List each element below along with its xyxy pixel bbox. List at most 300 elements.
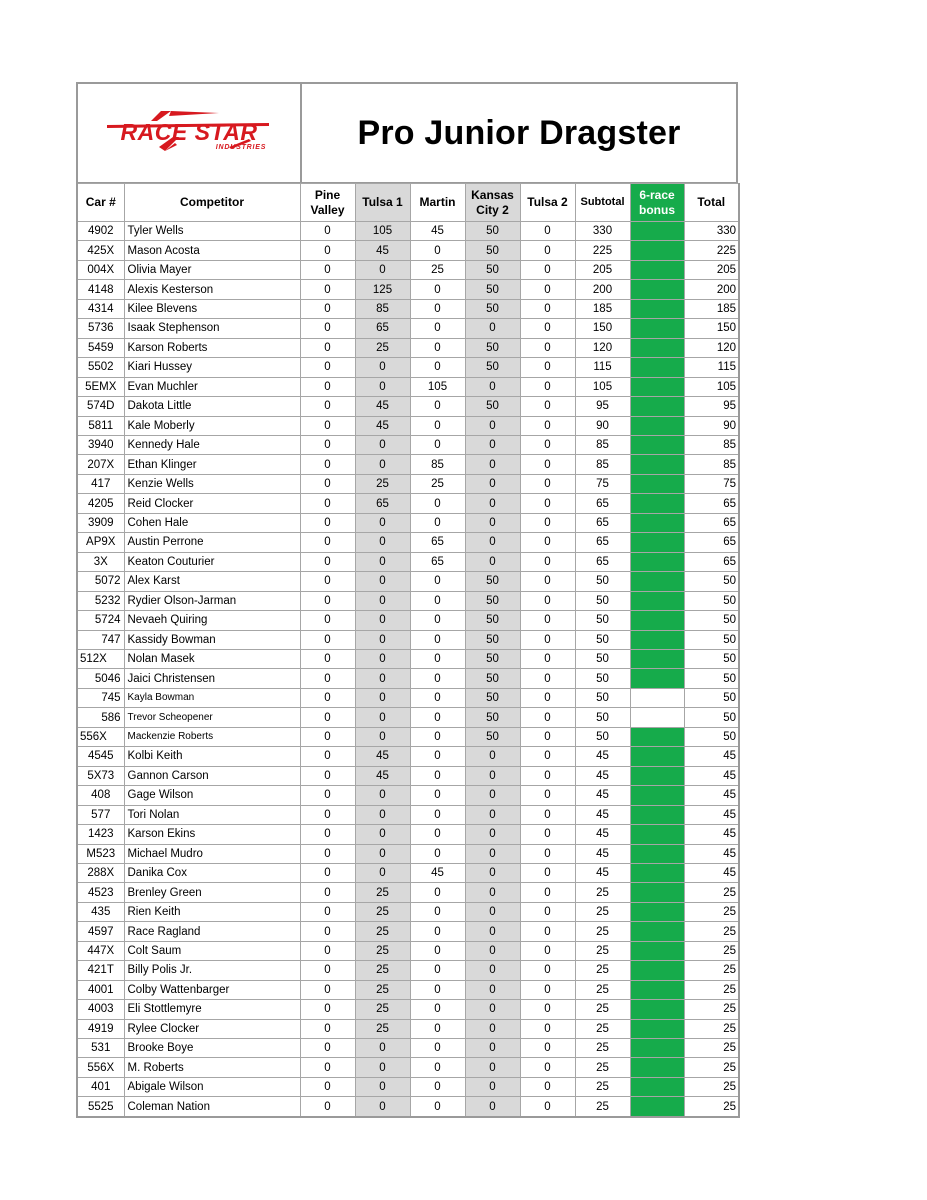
tulsa2-cell: 0 xyxy=(520,611,575,630)
car-number-cell: 4205 xyxy=(77,494,124,513)
tulsa2-cell: 0 xyxy=(520,747,575,766)
competitor-cell: Kilee Blevens xyxy=(124,299,300,318)
pine-valley-cell: 0 xyxy=(300,338,355,357)
subtotal-cell: 25 xyxy=(575,1019,630,1038)
pine-valley-cell: 0 xyxy=(300,611,355,630)
tulsa2-cell: 0 xyxy=(520,1039,575,1058)
pine-valley-cell: 0 xyxy=(300,844,355,863)
table-row xyxy=(77,552,739,571)
tulsa1-cell: 0 xyxy=(355,260,410,279)
bonus-cell xyxy=(630,241,684,260)
martin-cell: 0 xyxy=(410,1019,465,1038)
tulsa2-cell: 0 xyxy=(520,727,575,746)
kansas-city2-cell: 0 xyxy=(465,766,520,785)
bonus-cell xyxy=(630,513,684,532)
pine-valley-cell: 0 xyxy=(300,572,355,591)
martin-cell: 0 xyxy=(410,513,465,532)
bonus-cell xyxy=(630,377,684,396)
car-number-cell: 3909 xyxy=(77,513,124,532)
martin-cell: 0 xyxy=(410,494,465,513)
table-row xyxy=(77,1039,739,1058)
total-cell: 25 xyxy=(684,1039,739,1058)
competitor-cell: Karson Roberts xyxy=(124,338,300,357)
bonus-cell xyxy=(630,319,684,338)
subtotal-cell: 50 xyxy=(575,611,630,630)
tulsa1-cell: 0 xyxy=(355,358,410,377)
competitor-cell: Mason Acosta xyxy=(124,241,300,260)
car-number-cell: 5736 xyxy=(77,319,124,338)
car-number-cell: 5459 xyxy=(77,338,124,357)
tulsa2-cell: 0 xyxy=(520,299,575,318)
total-cell: 50 xyxy=(684,649,739,668)
competitor-cell: Danika Cox xyxy=(124,863,300,882)
kansas-city2-cell: 0 xyxy=(465,1019,520,1038)
tulsa1-cell: 25 xyxy=(355,941,410,960)
martin-cell: 0 xyxy=(410,688,465,707)
competitor-cell: Kolbi Keith xyxy=(124,747,300,766)
total-cell: 50 xyxy=(684,727,739,746)
tulsa2-cell: 0 xyxy=(520,980,575,999)
subtotal-cell: 65 xyxy=(575,533,630,552)
total-cell: 45 xyxy=(684,805,739,824)
competitor-cell: Keaton Couturier xyxy=(124,552,300,571)
tulsa1-cell: 25 xyxy=(355,338,410,357)
subtotal-cell: 330 xyxy=(575,222,630,241)
kansas-city2-cell: 0 xyxy=(465,805,520,824)
kansas-city2-cell: 50 xyxy=(465,630,520,649)
table-row xyxy=(77,591,739,610)
tulsa1-cell: 25 xyxy=(355,1000,410,1019)
bonus-cell xyxy=(630,474,684,493)
tulsa2-cell: 0 xyxy=(520,630,575,649)
pine-valley-cell: 0 xyxy=(300,1019,355,1038)
car-number-cell: 577 xyxy=(77,805,124,824)
total-cell: 25 xyxy=(684,922,739,941)
total-cell: 95 xyxy=(684,397,739,416)
car-number-cell: 5EMX xyxy=(77,377,124,396)
tulsa1-cell: 125 xyxy=(355,280,410,299)
logo-text-sub: INDUSTRIES xyxy=(215,144,267,151)
car-number-cell: 5072 xyxy=(77,572,124,591)
competitor-cell: Kenzie Wells xyxy=(124,474,300,493)
total-cell: 25 xyxy=(684,961,739,980)
table-row xyxy=(77,747,739,766)
kansas-city2-cell: 50 xyxy=(465,591,520,610)
competitor-cell: Kassidy Bowman xyxy=(124,630,300,649)
kansas-city2-cell: 0 xyxy=(465,513,520,532)
kansas-city2-cell: 0 xyxy=(465,902,520,921)
pine-valley-cell: 0 xyxy=(300,630,355,649)
martin-cell: 0 xyxy=(410,338,465,357)
martin-cell: 0 xyxy=(410,902,465,921)
competitor-cell: Olivia Mayer xyxy=(124,260,300,279)
subtotal-cell: 25 xyxy=(575,922,630,941)
table-row xyxy=(77,630,739,649)
tulsa1-cell: 45 xyxy=(355,416,410,435)
car-number-cell: 556X xyxy=(77,1058,124,1077)
pine-valley-cell: 0 xyxy=(300,513,355,532)
table-row xyxy=(77,863,739,882)
tulsa1-cell: 25 xyxy=(355,961,410,980)
tulsa1-cell: 0 xyxy=(355,708,410,727)
table-row xyxy=(77,494,739,513)
tulsa2-cell: 0 xyxy=(520,416,575,435)
martin-cell: 0 xyxy=(410,280,465,299)
car-number-cell: 288X xyxy=(77,863,124,882)
kansas-city2-cell: 0 xyxy=(465,474,520,493)
table-row xyxy=(77,786,739,805)
car-number-cell: 5502 xyxy=(77,358,124,377)
table-row xyxy=(77,377,739,396)
tulsa1-cell: 0 xyxy=(355,630,410,649)
bonus-cell xyxy=(630,961,684,980)
martin-cell: 0 xyxy=(410,766,465,785)
tulsa2-cell: 0 xyxy=(520,786,575,805)
bonus-cell xyxy=(630,708,684,727)
bonus-cell xyxy=(630,688,684,707)
total-cell: 115 xyxy=(684,358,739,377)
car-number-cell: 401 xyxy=(77,1077,124,1096)
pine-valley-cell: 0 xyxy=(300,416,355,435)
kansas-city2-cell: 0 xyxy=(465,494,520,513)
subtotal-cell: 85 xyxy=(575,455,630,474)
martin-cell: 0 xyxy=(410,1000,465,1019)
pine-valley-cell: 0 xyxy=(300,358,355,377)
competitor-cell: Billy Polis Jr. xyxy=(124,961,300,980)
bonus-cell xyxy=(630,922,684,941)
bonus-cell xyxy=(630,494,684,513)
competitor-cell: Brenley Green xyxy=(124,883,300,902)
pine-valley-cell: 0 xyxy=(300,552,355,571)
subtotal-cell: 120 xyxy=(575,338,630,357)
title-cell xyxy=(302,84,736,182)
table-row xyxy=(77,397,739,416)
kansas-city2-cell: 50 xyxy=(465,280,520,299)
tulsa1-cell: 0 xyxy=(355,844,410,863)
header-kansas-city2-line1: Kansas xyxy=(471,187,514,202)
competitor-cell: Reid Clocker xyxy=(124,494,300,513)
tulsa2-cell: 0 xyxy=(520,474,575,493)
tulsa2-cell: 0 xyxy=(520,260,575,279)
table-row xyxy=(77,222,739,241)
tulsa1-cell: 0 xyxy=(355,377,410,396)
table-row xyxy=(77,902,739,921)
subtotal-cell: 105 xyxy=(575,377,630,396)
table-row xyxy=(77,727,739,746)
header-pine-valley-line1: Pine xyxy=(314,187,341,202)
kansas-city2-cell: 0 xyxy=(465,961,520,980)
kansas-city2-cell: 0 xyxy=(465,1058,520,1077)
kansas-city2-cell: 0 xyxy=(465,980,520,999)
subtotal-cell: 65 xyxy=(575,513,630,532)
tulsa2-cell: 0 xyxy=(520,280,575,299)
kansas-city2-cell: 50 xyxy=(465,338,520,357)
total-cell: 105 xyxy=(684,377,739,396)
martin-cell: 0 xyxy=(410,747,465,766)
total-cell: 65 xyxy=(684,513,739,532)
car-number-cell: 5724 xyxy=(77,611,124,630)
pine-valley-cell: 0 xyxy=(300,591,355,610)
car-number-cell: 435 xyxy=(77,902,124,921)
subtotal-cell: 150 xyxy=(575,319,630,338)
total-cell: 25 xyxy=(684,1000,739,1019)
total-cell: 185 xyxy=(684,299,739,318)
martin-cell: 0 xyxy=(410,941,465,960)
competitor-cell: Alex Karst xyxy=(124,572,300,591)
tulsa2-cell: 0 xyxy=(520,435,575,454)
pine-valley-cell: 0 xyxy=(300,708,355,727)
bonus-cell xyxy=(630,825,684,844)
pine-valley-cell: 0 xyxy=(300,435,355,454)
competitor-cell: Tori Nolan xyxy=(124,805,300,824)
bonus-cell xyxy=(630,533,684,552)
car-number-cell: 512X xyxy=(77,649,124,668)
competitor-cell: Race Ragland xyxy=(124,922,300,941)
car-number-cell: 421T xyxy=(77,961,124,980)
tulsa2-cell: 0 xyxy=(520,1077,575,1096)
subtotal-cell: 50 xyxy=(575,727,630,746)
bonus-cell xyxy=(630,980,684,999)
total-cell: 45 xyxy=(684,786,739,805)
martin-cell: 25 xyxy=(410,260,465,279)
tulsa2-cell: 0 xyxy=(520,669,575,688)
martin-cell: 0 xyxy=(410,1097,465,1117)
subtotal-cell: 205 xyxy=(575,260,630,279)
martin-cell: 0 xyxy=(410,1039,465,1058)
subtotal-cell: 25 xyxy=(575,1039,630,1058)
total-cell: 50 xyxy=(684,630,739,649)
tulsa2-cell: 0 xyxy=(520,708,575,727)
bonus-cell xyxy=(630,552,684,571)
pine-valley-cell: 0 xyxy=(300,260,355,279)
bonus-cell xyxy=(630,747,684,766)
tulsa2-cell: 0 xyxy=(520,1019,575,1038)
race-star-logo xyxy=(99,107,279,159)
car-number-cell: 447X xyxy=(77,941,124,960)
kansas-city2-cell: 50 xyxy=(465,708,520,727)
table-row xyxy=(77,844,739,863)
subtotal-cell: 45 xyxy=(575,844,630,863)
martin-cell: 0 xyxy=(410,358,465,377)
car-number-cell: 4919 xyxy=(77,1019,124,1038)
competitor-cell: Ethan Klinger xyxy=(124,455,300,474)
martin-cell: 45 xyxy=(410,222,465,241)
tulsa2-cell: 0 xyxy=(520,766,575,785)
pine-valley-cell: 0 xyxy=(300,1000,355,1019)
car-number-cell: 5525 xyxy=(77,1097,124,1117)
tulsa1-cell: 105 xyxy=(355,222,410,241)
table-row xyxy=(77,688,739,707)
table-row xyxy=(77,961,739,980)
bonus-cell xyxy=(630,611,684,630)
martin-cell: 65 xyxy=(410,533,465,552)
total-cell: 45 xyxy=(684,766,739,785)
subtotal-cell: 50 xyxy=(575,708,630,727)
kansas-city2-cell: 0 xyxy=(465,416,520,435)
table-row xyxy=(77,611,739,630)
subtotal-cell: 50 xyxy=(575,649,630,668)
table-row xyxy=(77,708,739,727)
kansas-city2-cell: 0 xyxy=(465,1097,520,1117)
table-row xyxy=(77,1058,739,1077)
car-number-cell: 5232 xyxy=(77,591,124,610)
pine-valley-cell: 0 xyxy=(300,941,355,960)
total-cell: 45 xyxy=(684,863,739,882)
martin-cell: 0 xyxy=(410,980,465,999)
pine-valley-cell: 0 xyxy=(300,1039,355,1058)
tulsa2-cell: 0 xyxy=(520,552,575,571)
car-number-cell: 5811 xyxy=(77,416,124,435)
tulsa1-cell: 0 xyxy=(355,1039,410,1058)
martin-cell: 0 xyxy=(410,649,465,668)
kansas-city2-cell: 0 xyxy=(465,863,520,882)
competitor-cell: Kiari Hussey xyxy=(124,358,300,377)
tulsa1-cell: 45 xyxy=(355,747,410,766)
tulsa2-cell: 0 xyxy=(520,455,575,474)
pine-valley-cell: 0 xyxy=(300,766,355,785)
car-number-cell: 425X xyxy=(77,241,124,260)
tulsa2-cell: 0 xyxy=(520,377,575,396)
pine-valley-cell: 0 xyxy=(300,649,355,668)
car-number-cell: 4545 xyxy=(77,747,124,766)
car-number-cell: 4003 xyxy=(77,1000,124,1019)
tulsa2-cell: 0 xyxy=(520,533,575,552)
total-cell: 50 xyxy=(684,708,739,727)
tulsa2-cell: 0 xyxy=(520,1058,575,1077)
logo-cell xyxy=(78,84,302,182)
subtotal-cell: 50 xyxy=(575,630,630,649)
table-row xyxy=(77,1019,739,1038)
bonus-cell xyxy=(630,1077,684,1096)
tulsa1-cell: 25 xyxy=(355,922,410,941)
pine-valley-cell: 0 xyxy=(300,727,355,746)
car-number-cell: 4001 xyxy=(77,980,124,999)
car-number-cell: 004X xyxy=(77,260,124,279)
total-cell: 25 xyxy=(684,1097,739,1117)
car-number-cell: 586 xyxy=(77,708,124,727)
competitor-cell: Abigale Wilson xyxy=(124,1077,300,1096)
kansas-city2-cell: 0 xyxy=(465,552,520,571)
header-bonus xyxy=(630,184,684,222)
subtotal-cell: 25 xyxy=(575,902,630,921)
header-tulsa1: Tulsa 1 xyxy=(355,184,410,222)
pine-valley-cell: 0 xyxy=(300,377,355,396)
tulsa1-cell: 0 xyxy=(355,669,410,688)
martin-cell: 0 xyxy=(410,591,465,610)
tulsa1-cell: 0 xyxy=(355,805,410,824)
pine-valley-cell: 0 xyxy=(300,825,355,844)
bonus-cell xyxy=(630,591,684,610)
table-row xyxy=(77,260,739,279)
kansas-city2-cell: 0 xyxy=(465,377,520,396)
martin-cell: 0 xyxy=(410,435,465,454)
header-kansas-city2 xyxy=(465,184,520,222)
car-number-cell: 3940 xyxy=(77,435,124,454)
total-cell: 25 xyxy=(684,1058,739,1077)
total-cell: 25 xyxy=(684,941,739,960)
subtotal-cell: 90 xyxy=(575,416,630,435)
total-cell: 205 xyxy=(684,260,739,279)
tulsa1-cell: 0 xyxy=(355,649,410,668)
martin-cell: 65 xyxy=(410,552,465,571)
table-row xyxy=(77,766,739,785)
bonus-cell xyxy=(630,1019,684,1038)
table-row xyxy=(77,241,739,260)
competitor-cell: Alexis Kesterson xyxy=(124,280,300,299)
pine-valley-cell: 0 xyxy=(300,1058,355,1077)
bonus-cell xyxy=(630,435,684,454)
page-title: Pro Junior Dragster xyxy=(357,113,681,152)
kansas-city2-cell: 0 xyxy=(465,533,520,552)
martin-cell: 0 xyxy=(410,708,465,727)
pine-valley-cell: 0 xyxy=(300,494,355,513)
competitor-cell: Jaici Christensen xyxy=(124,669,300,688)
header-competitor: Competitor xyxy=(124,184,300,222)
car-number-cell: 531 xyxy=(77,1039,124,1058)
subtotal-cell: 185 xyxy=(575,299,630,318)
kansas-city2-cell: 50 xyxy=(465,222,520,241)
car-number-cell: 4597 xyxy=(77,922,124,941)
tulsa2-cell: 0 xyxy=(520,883,575,902)
bonus-cell xyxy=(630,805,684,824)
total-cell: 225 xyxy=(684,241,739,260)
competitor-cell: Gannon Carson xyxy=(124,766,300,785)
table-row xyxy=(77,980,739,999)
tulsa2-cell: 0 xyxy=(520,1000,575,1019)
competitor-cell: Coleman Nation xyxy=(124,1097,300,1117)
pine-valley-cell: 0 xyxy=(300,474,355,493)
total-cell: 50 xyxy=(684,669,739,688)
tulsa2-cell: 0 xyxy=(520,591,575,610)
table-row xyxy=(77,805,739,824)
subtotal-cell: 85 xyxy=(575,435,630,454)
competitor-cell: Nolan Masek xyxy=(124,649,300,668)
total-cell: 45 xyxy=(684,844,739,863)
kansas-city2-cell: 0 xyxy=(465,825,520,844)
bonus-cell xyxy=(630,669,684,688)
tulsa1-cell: 0 xyxy=(355,727,410,746)
tulsa1-cell: 0 xyxy=(355,863,410,882)
subtotal-cell: 25 xyxy=(575,961,630,980)
bonus-cell xyxy=(630,299,684,318)
competitor-cell: Isaak Stephenson xyxy=(124,319,300,338)
tulsa1-cell: 0 xyxy=(355,572,410,591)
pine-valley-cell: 0 xyxy=(300,747,355,766)
competitor-cell: Rylee Clocker xyxy=(124,1019,300,1038)
car-number-cell: 5046 xyxy=(77,669,124,688)
martin-cell: 0 xyxy=(410,611,465,630)
kansas-city2-cell: 0 xyxy=(465,883,520,902)
table-row xyxy=(77,1097,739,1117)
kansas-city2-cell: 0 xyxy=(465,1077,520,1096)
martin-cell: 45 xyxy=(410,863,465,882)
tulsa1-cell: 45 xyxy=(355,766,410,785)
tulsa2-cell: 0 xyxy=(520,922,575,941)
total-cell: 85 xyxy=(684,435,739,454)
bonus-cell xyxy=(630,1097,684,1117)
martin-cell: 0 xyxy=(410,883,465,902)
martin-cell: 0 xyxy=(410,319,465,338)
subtotal-cell: 45 xyxy=(575,766,630,785)
martin-cell: 0 xyxy=(410,922,465,941)
pine-valley-cell: 0 xyxy=(300,883,355,902)
competitor-cell: Nevaeh Quiring xyxy=(124,611,300,630)
tulsa2-cell: 0 xyxy=(520,805,575,824)
table-row xyxy=(77,338,739,357)
bonus-cell xyxy=(630,572,684,591)
subtotal-cell: 50 xyxy=(575,572,630,591)
subtotal-cell: 25 xyxy=(575,980,630,999)
